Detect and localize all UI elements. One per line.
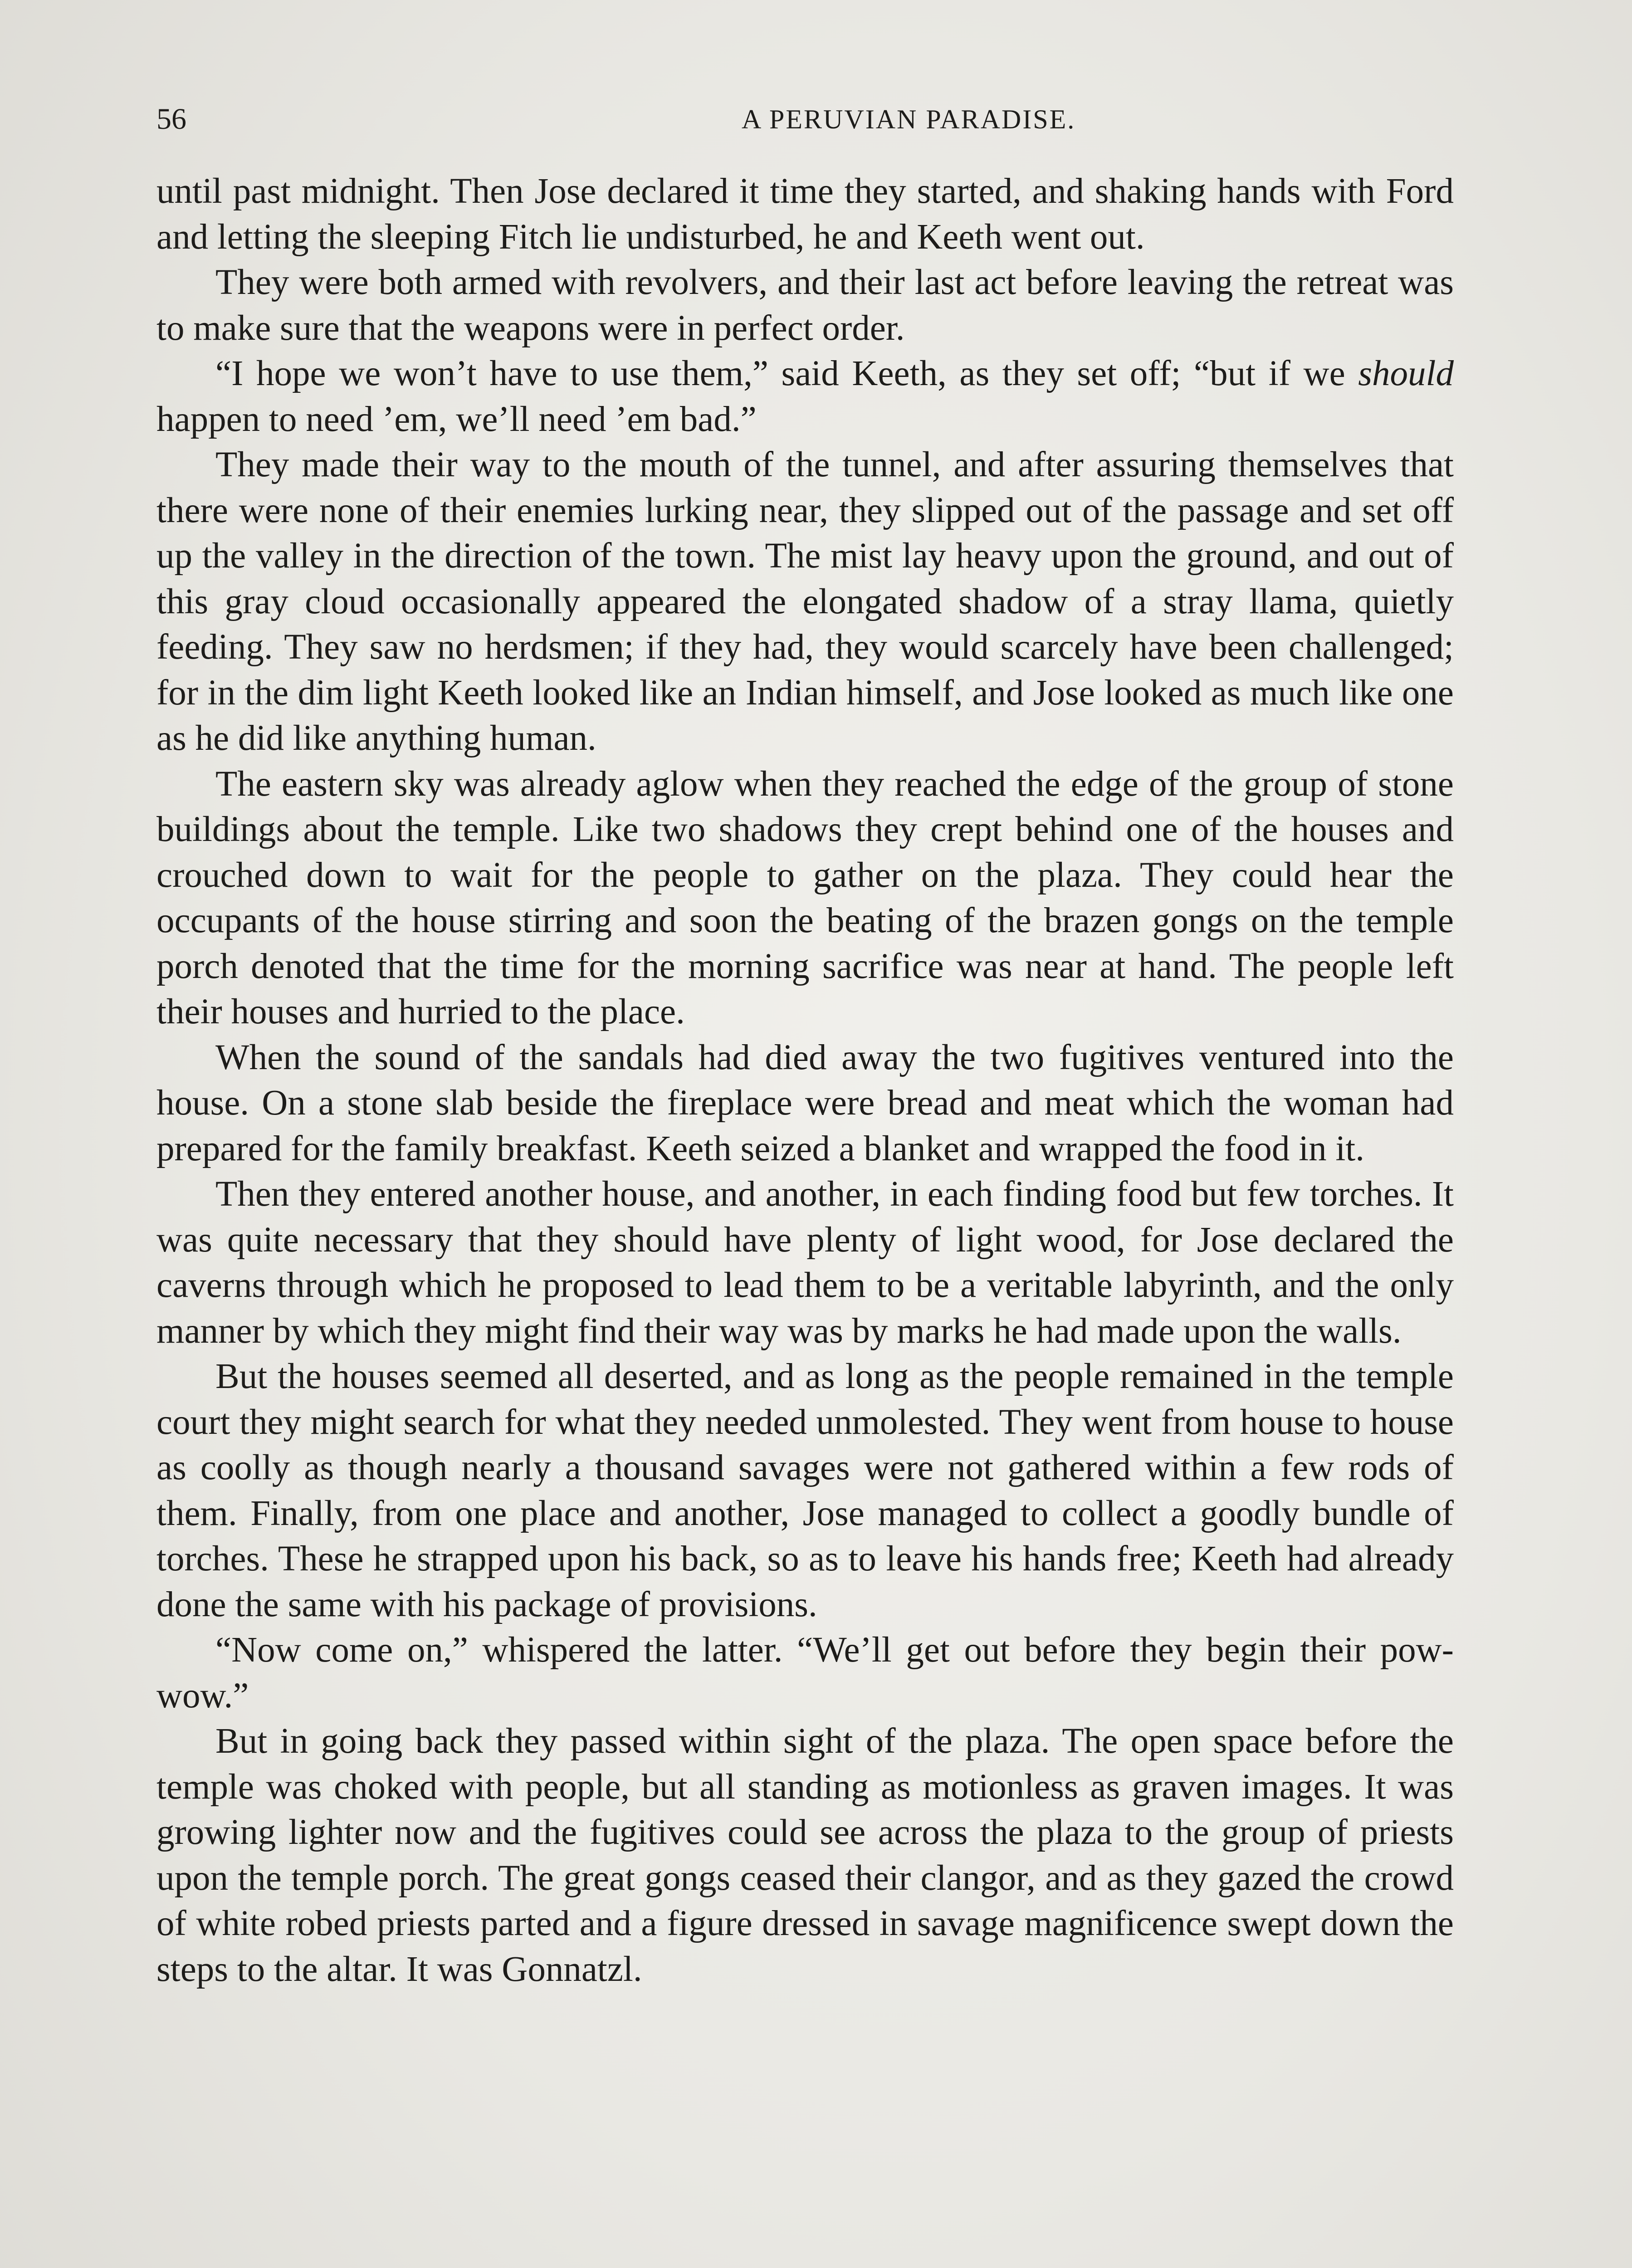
- paragraph: They were both armed with revolvers, and their last act before leaving the retreat was to make sure that the weapons were in perfect order.: [156, 263, 1454, 348]
- body-text: [156, 169, 1454, 1992]
- paragraph-continued: until past midnight. Then Jose declared it time they started, and shaking hands with Ford and letting the sleeping Fitch lie undisturbed, he and Keeth went out.: [156, 171, 1454, 257]
- emphasis: should: [1358, 354, 1454, 393]
- paragraph: The eastern sky was already aglow when they reached the edge of the group of stone buildings about the temple. Like two shadows they crept behind one of the houses and crouched down to wait for the people to gather on the plaza. They could hear the occupants of the house stirring and soon the beating of the brazen gongs on the temple porch denoted that the time for the morning sacrifice was near at hand. The people left their houses and hurried to the place.: [156, 764, 1454, 1031]
- paragraph: They made their way to the mouth of the tunnel, and after assuring themselves that there were none of their enemies lurking near, they slipped out of the passage and set off up the valley in the direction of the town. The mist lay heavy upon the ground, and out of this gray cloud occasionally appeared the elongated shadow of a stray llama, quietly feeding. They saw no herdsmen; if they had, they would scarcely have been challenged; for in the dim light Keeth looked like an Indian himself, and Jose looked as much like one as he did like anything human.: [156, 445, 1454, 758]
- page-header: [156, 99, 1472, 140]
- paragraph: But in going back they passed within sight of the plaza. The open space before the temple was choked with people, but all standing as motionless as graven images. It was growing lighter now and the fugitives could see across the plaza to the group of priests upon the temple porch. The great gongs ceased their clangor, and as they gazed the crowd of white robed priests parted and a figure dressed in savage magnificence swept down the steps to the altar. It was Gonnatzl.: [156, 1721, 1454, 1989]
- paragraph-dialogue: “Now come on,” whispered the latter. “We’ll get out before they begin their pow-wow.”: [156, 1630, 1454, 1716]
- paragraph: But the houses seemed all deserted, and as long as the people remained in the temple court they might search for what they needed unmolested. They went from house to house as coolly as though nearly a thousand savages were not gathered within a few rods of them. Finally, from one place and another, Jose managed to collect a goodly bundle of torches. These he strapped upon his back, so as to leave his hands free; Keeth had already done the same with his package of provisions.: [156, 1357, 1454, 1624]
- page-number: 56: [156, 103, 186, 136]
- paragraph-dialogue: “I hope we won’t have to use them,” said Keeth, as they set off; “but if we should happen to need ’em, we’ll need ’em bad.”: [156, 354, 1454, 439]
- paragraph: Then they entered another house, and another, in each finding food but few torches. It was quite necessary that they should have plenty of light wood, for Jose declared the caverns through which he proposed to lead them to be a veritable labyrinth, and the only manner by which they might find their way was by marks he had made upon the walls.: [156, 1174, 1454, 1351]
- paragraph: When the sound of the sandals had died away the two fugitives ventured into the house. On a stone slab beside the fireplace were bread and meat which the woman had prepared for the family breakfast. Keeth seized a blanket and wrapped the food in it.: [156, 1037, 1454, 1168]
- running-head: A PERUVIAN PARADISE.: [742, 104, 1076, 134]
